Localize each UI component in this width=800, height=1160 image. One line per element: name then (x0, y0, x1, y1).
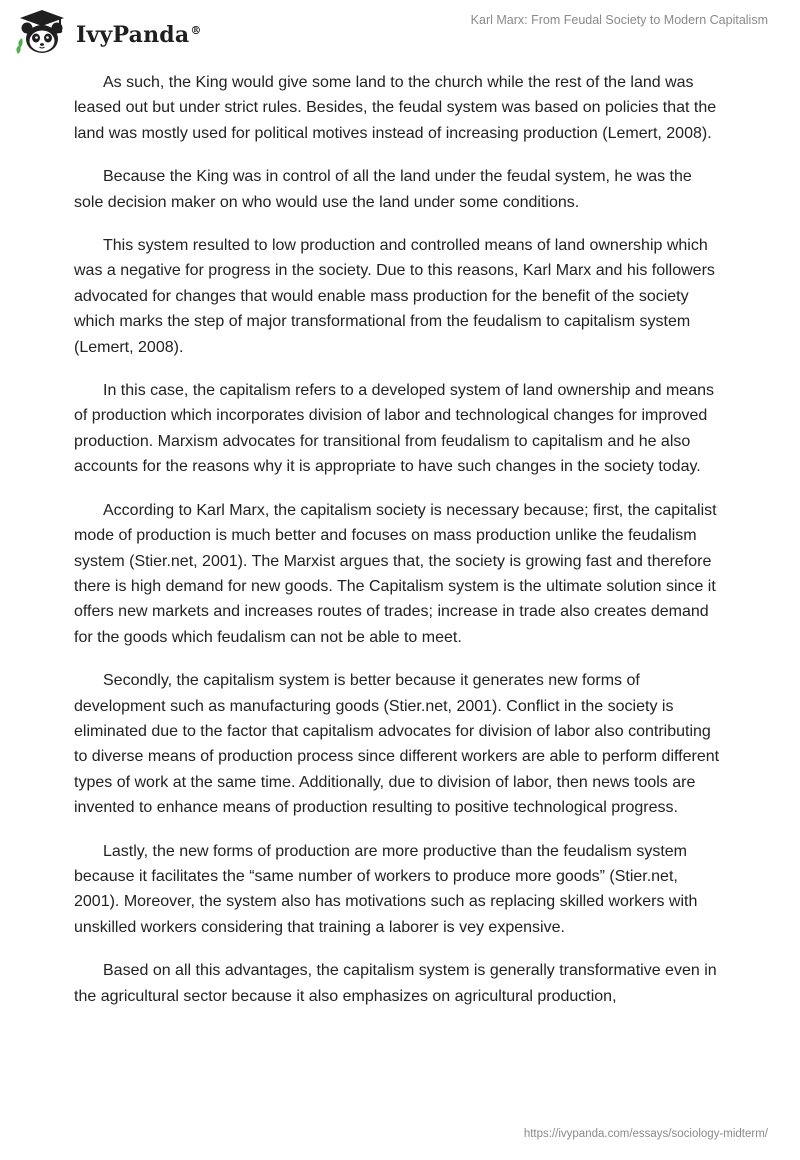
paragraph: Secondly, the capitalism system is better because it generates new forms of development such as manufacturing goods (Stier.net, 2001). Conflict in the society is eliminated due to the factor that capitalism advocates for division of labor also contributing to diverse means of production process since different workers are able to perform different types of work at the same time. Additionally, due to division of labor, then news tools are invented to enhance means of production resulting to positive technological progress. (74, 672, 720, 817)
page-header (0, 0, 800, 70)
brand-name: IvyPanda® (76, 22, 202, 48)
paragraph: As such, the King would give some land to the church while the rest of the land was leased out but under strict rules. Besides, the feudal system was based on policies that the land was mostly used for political motives instead of increasing production (Lemert, 2008). (74, 74, 717, 142)
panda-graduate-icon (14, 8, 70, 58)
registered-mark: ® (190, 23, 202, 37)
paragraph: This system resulted to low production and controlled means of land ownership which was a negative for progress in the society. Due to this reasons, Karl Marx and his followers advocated for changes that would enable mass production for the benefit of the society which marks the step of major transformational from the feudalism to capitalism system (Lemert, 2008). (74, 237, 715, 356)
paragraph: Because the King was in control of all the land under the feudal system, he was the sole decision maker on who would use the land under some conditions. (74, 168, 692, 211)
paragraph: In this case, the capitalism refers to a developed system of land ownership and means of production which incorporates division of labor and technological changes for improved production. Marxism advocates for transitional from feudalism to capitalism and he also accounts for the reasons why it is appropriate to have such changes in the society today. (74, 382, 714, 476)
source-url-link[interactable]: https://ivypanda.com/essays/sociology-midterm/ (523, 1128, 768, 1140)
document-title: Karl Marx: From Feudal Society to Modern Capitalism (470, 13, 768, 27)
paragraph: According to Karl Marx, the capitalism society is necessary because; first, the capitalist mode of production is much better and focuses on mass production unlike the feudalism system (Stier.net, 2001). The Marxist argues that, the society is growing fast and therefore there is high demand for new goods. The Capitalism system is the ultimate solution since it offers new markets and increases routes of trades; increase in trade also creates demand for the goods which feudalism can not be able to meet. (74, 501, 717, 646)
paragraph: Based on all this advantages, the capitalism system is generally transformative even in the agricultural sector because it also emphasizes on agricultural production, (74, 962, 717, 1005)
ivypanda-logo[interactable] (14, 8, 202, 58)
paragraph: Lastly, the new forms of production are more productive than the feudalism system because it facilitates the “same number of workers to produce more goods” (Stier.net, 2001). Moreover, the system also has motivations such as replacing skilled workers with unskilled workers considering that training a laborer is vey expensive. (74, 842, 698, 936)
essay-body (74, 70, 724, 1027)
